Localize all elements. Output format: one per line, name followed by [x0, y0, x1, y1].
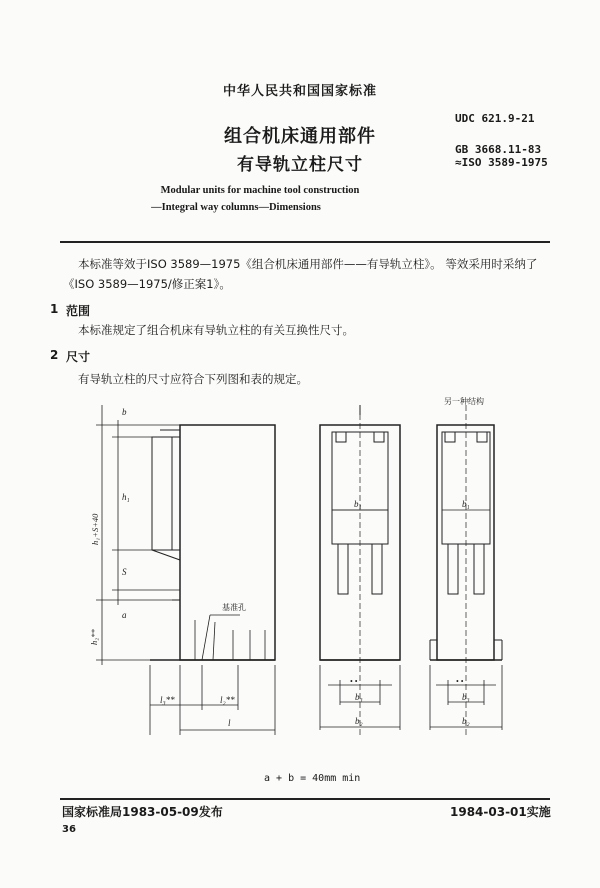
column-side-body [180, 425, 275, 660]
section-1-text: 本标准规定了组合机床有导轨立柱的有关互换性尺寸。 [78, 323, 354, 337]
alt-column-body [437, 425, 494, 660]
intro-line2: 《ISO 3589—1975/修正案1》。 [63, 277, 231, 291]
section-2-text: 有导轨立柱的尺寸应符合下列图和表的规定。 [78, 372, 308, 386]
reference-hole-label: 基准孔 [222, 603, 246, 612]
svg-text:• •: • • [456, 677, 464, 686]
dim-s-label: S [122, 567, 127, 577]
issued-date: 国家标准局1983-05-09发布 [62, 805, 223, 819]
svg-text:• •: • • [350, 677, 358, 686]
dim-b1-alt-label: b₁ [462, 499, 470, 509]
dim-h2-label: h₂** [89, 629, 99, 645]
title-cn-line1: 组合机床通用部件 [224, 126, 376, 147]
column-guideway-face [152, 437, 180, 550]
gb-number: GB 3668.11-83 [455, 143, 542, 156]
dim-h1-label: h₁ [122, 492, 130, 502]
dim-b2-mid-label: b₂ [355, 716, 363, 726]
section-1-number: 1 [50, 302, 59, 316]
section-1-heading: 范围 [66, 304, 91, 318]
iso-equivalent: ≈ISO 3589-1975 [455, 156, 548, 169]
dim-l-label: l [228, 718, 231, 728]
alt-structure-label: 另一种结构 [444, 397, 484, 406]
dim-b-label: b [122, 407, 127, 417]
dim-l3-label: l₃** [160, 695, 175, 705]
dim-b3-mid-label: b₃ [355, 692, 363, 702]
title-en-line1: Modular units for machine tool construction [160, 185, 360, 196]
section-2-number: 2 [50, 348, 59, 362]
title-en-line2: —Integral way columns—Dimensions [151, 202, 321, 213]
page-number: 36 [62, 824, 76, 835]
issuing-country-standard: 中华人民共和国国家标准 [222, 84, 377, 99]
effective-date: 1984-03-01实施 [450, 805, 551, 819]
section-2-heading: 尺寸 [66, 350, 91, 364]
title-cn-line2: 有导轨立柱尺寸 [237, 155, 363, 175]
dim-b2-alt-label: b₂ [462, 716, 470, 726]
footer-rule [60, 798, 550, 800]
dim-l2-label: l₂** [220, 695, 235, 705]
dim-b3-alt-label: b₃ [462, 692, 470, 702]
udc-code: UDC 621.9-21 [455, 112, 535, 125]
dim-b1-mid-label: b₁ [354, 499, 362, 509]
dim-h1-s-40-label: h₁+S+40 [90, 513, 100, 545]
figure-caption: a + b = 40mm min [264, 773, 361, 784]
dim-a-label: a [122, 610, 127, 620]
intro-line1: 本标准等效于ISO 3589—1975《组合机床通用部件——有导轨立柱》。 等效采用时采纳了 [78, 257, 538, 271]
